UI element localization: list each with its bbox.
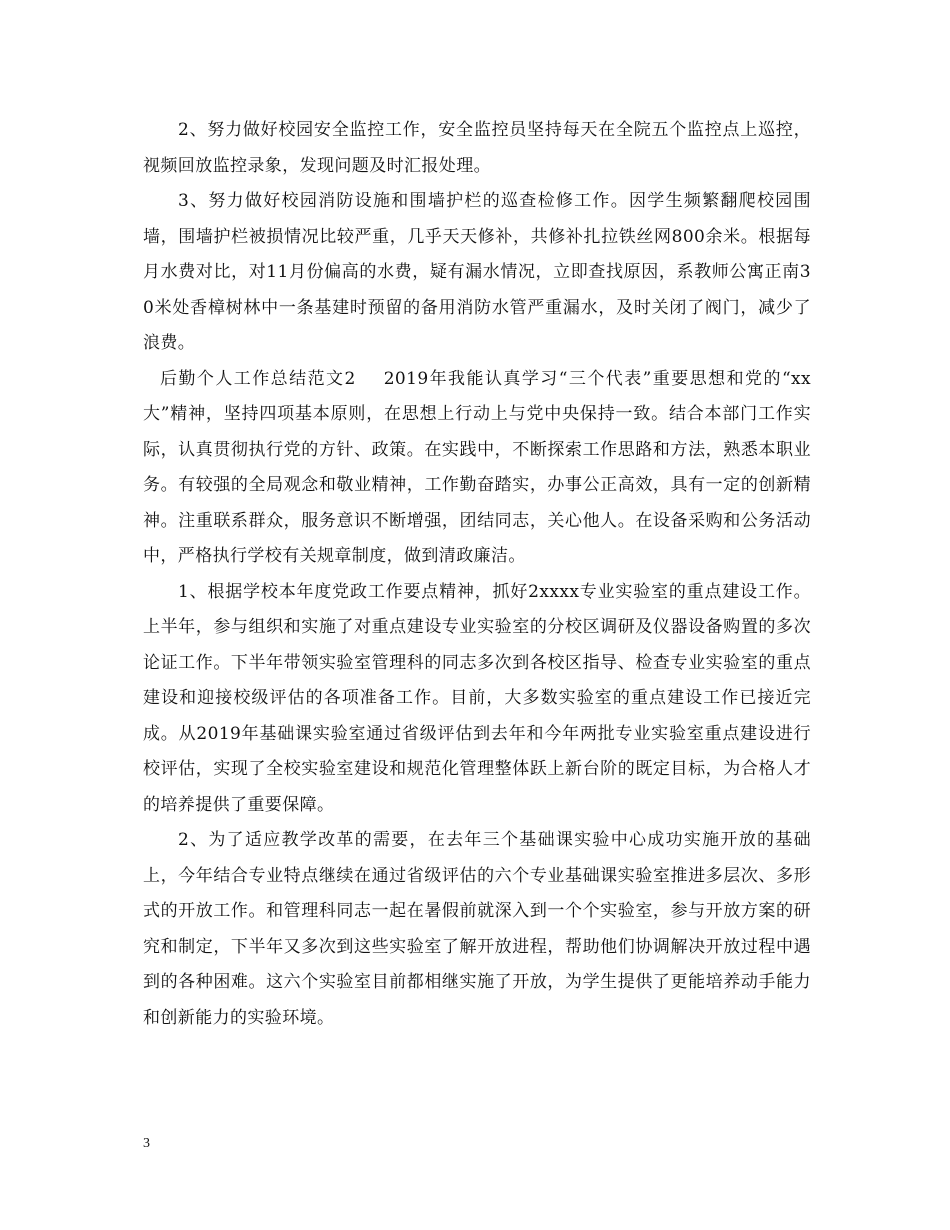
paragraph-fire-facilities: 3、努力做好校园消防设施和围墙护栏的巡查检修工作。因学生频繁翻爬校园围墙，围墙护栏被损情况比较严重，几乎天天修补，共修补扎拉铁丝网800余米。根据每月水费对比，对11月份偏高的水费，疑有漏水情况，立即查找原因，系教师公寓正南30米处香樟树林中一条基建时预留的备用消防水管严重漏水，及时关闭了阀门，减少了浪费。	[143, 191, 811, 353]
paragraph-lab-construction: 1、根据学校本年度党政工作要点精神，抓好2xxxx专业实验室的重点建设工作。上半年，参与组织和实施了对重点建设专业实验室的分校区调研及仪器设备购置的多次论证工作。下半年带领实验室管理科的同志多次到各校区指导、检查专业实验室的重点建设和迎接校级评估的各项准备工作。目前，大多数实验室的重点建设工作已接近完成。从2019年基础课实验室通过省级评估到去年和今年两批专业实验室重点建设进行校评估，实现了全校实验室建设和规范化管理整体跃上新台阶的既定目标，为合格人才的培养提供了重要保障。	[143, 581, 811, 815]
section-heading: 后勤个人工作总结范文2	[160, 368, 356, 389]
page-number: 3	[143, 1136, 150, 1151]
paragraph-summary-2	[143, 362, 811, 575]
paragraph-lab-opening: 2、为了适应教学改革的需要，在去年三个基础课实验中心成功实施开放的基础上，今年结合专业特点继续在通过省级评估的六个专业基础课实验室推进多层次、多形式的开放工作。和管理科同志一起在暑假前就深入到一个个实验室，参与开放方案的研究和制定，下半年又多次到这些实验室了解开放进程，帮助他们协调解决开放过程中遇到的各种困难。这六个实验室目前都相继实施了开放，为学生提供了更能培养动手能力和创新能力的实验环境。	[143, 830, 811, 1028]
paragraph-summary-2-text: 2019年我能认真学习“三个代表”重要思想和党的“xx大”精神，坚持四项基本原则，在思想上行动上与党中央保持一致。结合本部门工作实际，认真贯彻执行党的方针、政策。在实践中，不断探索工作思路和方法，熟悉本职业务。有较强的全局观念和敬业精神，工作勤奋踏实，办事公正高效，具有一定的创新精神。注重联系群众，服务意识不断增强，团结同志，关心他人。在设备采购和公务活动中，严格执行学校有关规章制度，做到清政廉洁。	[143, 368, 812, 566]
paragraph-security-monitoring: 2、努力做好校园安全监控工作，安全监控员坚持每天在全院五个监控点上巡控，视频回放监控录象，发现问题及时汇报处理。	[143, 120, 811, 176]
document-body	[143, 113, 811, 1036]
